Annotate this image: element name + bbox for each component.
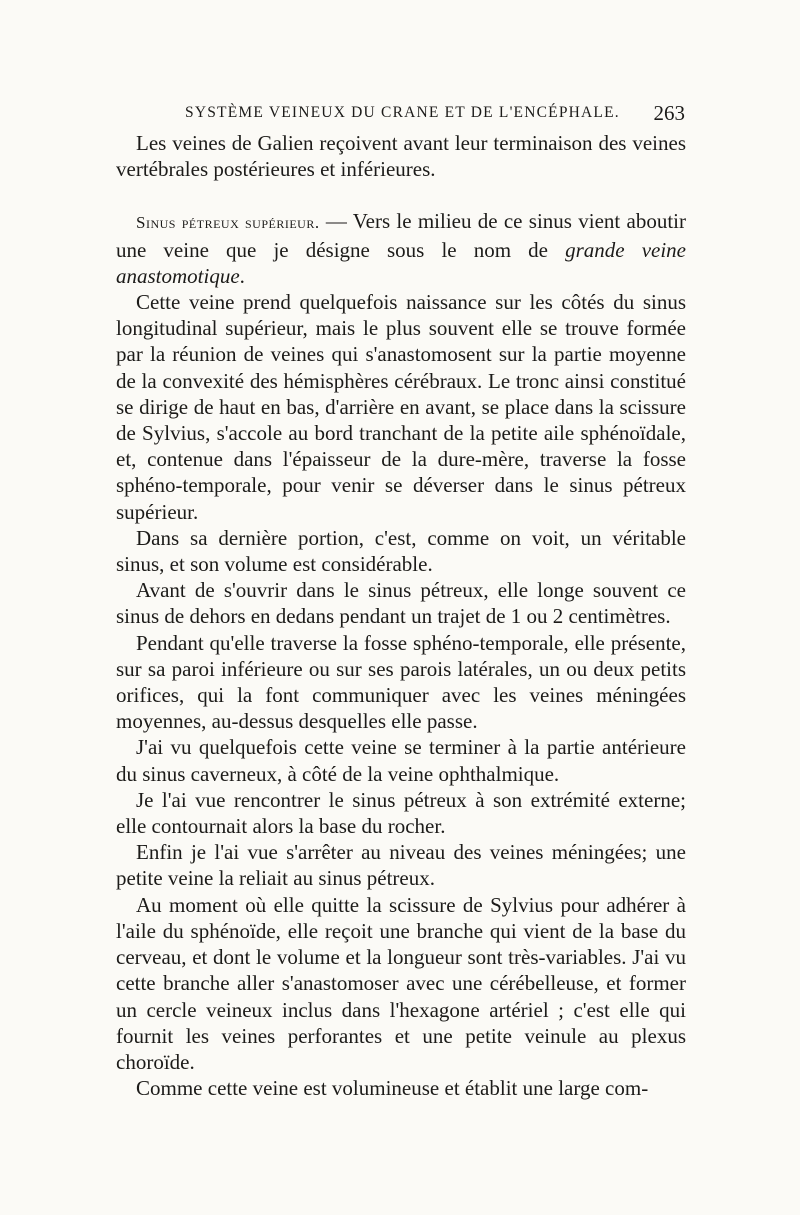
paragraph-sinus-petreux — [116, 208, 686, 289]
paragraph-text: — Vers le milieu de ce sinus vient aboutir une veine que je désigne sous le nom de — [116, 209, 686, 262]
italic-term: grande veine anastomotique — [116, 237, 686, 288]
paragraph-galien: Les veines de Galien reçoivent avant leur terminaison des veines vertébrales postérieures et inférieures. — [116, 131, 686, 182]
paragraph-volumineuse: Comme cette veine est volumineuse et établit une large com- — [136, 1076, 649, 1101]
paragraph-end: . — [239, 263, 245, 288]
paragraph-meningees: Enfin je l'ai vue s'arrêter au niveau des veines méningées; une petite veine la reliait au sinus pétreux. — [116, 840, 686, 891]
section-heading: Sinus pétreux supérieur. — [136, 213, 320, 233]
paragraph-branche: Au moment où elle quitte la scissure de Sylvius pour adhérer à l'aile du sphénoïde, elle reçoit une branche qui vient de la base du cerveau, et dont le volume et la longueur sont très-variables. J'ai vu cette branche aller s'anastomoser avec une cérébelleuse, et former un cercle veineux inclus dans l'hexagone artériel ; c'est elle qui fournit les veines perforantes et une petite veinule au plexus choroïde. — [116, 892, 686, 1074]
running-title: SYSTÈME VEINEUX DU CRANE ET DE L'ENCÉPHALE. — [185, 104, 620, 121]
paragraph-avant-ouvrir: Avant de s'ouvrir dans le sinus pétreux, elle longe souvent ce sinus de dehors en dedans pendant un trajet de 1 ou 2 centimètres. — [116, 578, 686, 629]
paragraph-rocher: Je l'ai vue rencontrer le sinus pétreux à son extrémité externe; elle contournait alors la base du rocher. — [116, 787, 686, 839]
body-text — [116, 130, 686, 1101]
paragraph-sinus-caverneux: J'ai vu quelquefois cette veine se terminer à la partie antérieure du sinus caverneux, à côté de la veine ophthalmique. — [116, 735, 686, 786]
paragraph-origine: Cette veine prend quelquefois naissance sur les côtés du sinus longitudinal supérieur, mais le plus souvent elle se trouve formée par la réunion de veines qui s'anastomosent sur la partie moyenne de la convexité des hémisphères cérébraux. Le tronc ainsi constitué se dirige de haut en bas, d'arrière en avant, se place dans la scissure de Sylvius, s'accole au bord tranchant de la petite aile sphénoïdale, et, contenue dans l'épaisseur de la dure-mère, traverse la fosse sphéno-temporale, pour venir se déverser dans le sinus pétreux supérieur. — [116, 290, 686, 524]
paragraph-orifices: Pendant qu'elle traverse la fosse sphéno-temporale, elle présente, sur sa paroi inférieure ou sur ses parois latérales, un ou deux petits orifices, qui la font communiquer avec les veines méningées moyennes, au-dessus desquelles elle passe. — [116, 630, 686, 734]
page-number: 263 — [653, 101, 685, 125]
paragraph-derniere-portion: Dans sa dernière portion, c'est, comme on voit, un véritable sinus, et son volume est considérable. — [116, 525, 686, 577]
